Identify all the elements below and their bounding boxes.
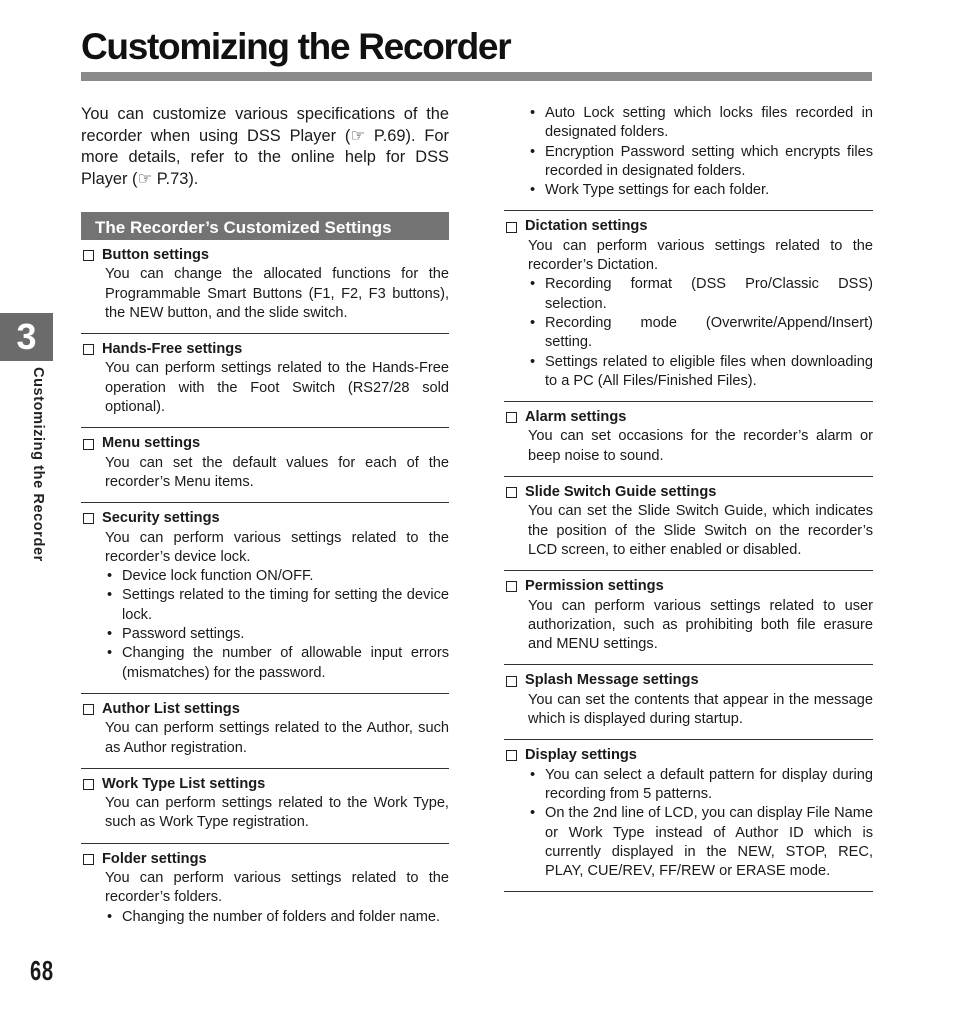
setting-title: Folder settings xyxy=(102,850,207,867)
chapter-tab: 3 xyxy=(0,313,53,361)
checkbox-bullet-icon xyxy=(83,513,94,524)
checkbox-bullet-icon xyxy=(506,487,517,498)
setting-description: You can perform settings related to the Hands-Free operation with the Foot Switch (RS27/28 sold optional). xyxy=(105,360,449,416)
bullet-item: • Work Type settings for each folder. xyxy=(504,181,873,200)
setting-title: Security settings xyxy=(102,510,220,527)
setting-heading xyxy=(504,408,873,427)
page-number: 68 xyxy=(30,955,54,986)
checkbox-bullet-icon xyxy=(506,222,517,233)
setting-title: Permission settings xyxy=(525,578,664,595)
menu-settings-block xyxy=(81,428,449,503)
author-list-settings-block xyxy=(81,694,449,769)
setting-heading xyxy=(81,700,449,719)
setting-heading xyxy=(81,775,449,794)
setting-description: You can perform various settings related to the recorder’s device lock. xyxy=(105,529,449,565)
splash-message-settings-block xyxy=(504,665,873,740)
bullet-item: • Recording mode (Overwrite/Append/Insert) setting. xyxy=(504,314,873,353)
setting-description: You can set the contents that appear in the message which is displayed during startup. xyxy=(528,691,873,728)
checkbox-bullet-icon xyxy=(83,250,94,261)
bullet-item: • On the 2nd line of LCD, you can display File Name or Work Type instead of Author ID which is currently displayed in the NEW, STOP, REC, PLAY, CUE/REV, FF/REW or ERASE mode. xyxy=(504,804,873,881)
setting-heading xyxy=(81,850,449,869)
left-column xyxy=(81,104,449,937)
button-settings-block xyxy=(81,240,449,334)
permission-settings-block xyxy=(504,571,873,665)
bullet-item: • Auto Lock setting which locks files recorded in designated folders. xyxy=(504,104,873,143)
checkbox-bullet-icon xyxy=(506,750,517,761)
setting-title: Hands-Free settings xyxy=(102,341,243,358)
section-header: The Recorder’s Customized Settings xyxy=(81,212,449,240)
page-title: Customizing the Recorder xyxy=(81,26,511,67)
bullet-item: • Changing the number of allowable input errors (mismatches) for the password. xyxy=(81,644,449,683)
slide-switch-guide-settings-block xyxy=(504,477,873,571)
folder-settings-continued xyxy=(504,104,873,211)
setting-title: Slide Switch Guide settings xyxy=(525,484,717,501)
setting-heading xyxy=(81,340,449,359)
setting-heading xyxy=(81,509,449,528)
bullet-item: • Settings related to eligible files when downloading to a PC (All Files/Finished Files). xyxy=(504,353,873,392)
checkbox-bullet-icon xyxy=(83,854,94,865)
checkbox-bullet-icon xyxy=(506,581,517,592)
setting-description: You can perform various settings related to the recorder’s Dictation. xyxy=(528,237,873,274)
left-settings-list xyxy=(81,240,449,937)
setting-description: You can perform various settings related to user authorization, such as prohibiting both file erasure and MENU settings. xyxy=(528,597,873,653)
folder-settings-block xyxy=(81,844,449,937)
setting-description: You can perform settings related to the Author, such as Author registration. xyxy=(105,720,449,756)
checkbox-bullet-icon xyxy=(83,344,94,355)
setting-heading xyxy=(81,246,449,265)
setting-bullets xyxy=(504,766,873,882)
setting-description: You can change the allocated functions for the Programmable Smart Buttons (F1, F2, F3 buttons), the NEW button, and the slide switch. xyxy=(105,266,449,321)
bullet-item: • You can select a default pattern for display during recording from 5 patterns. xyxy=(504,766,873,805)
setting-bullets xyxy=(81,908,449,927)
bullet-item: • Changing the number of folders and folder name. xyxy=(81,908,449,927)
bullet-item: • Settings related to the timing for setting the device lock. xyxy=(81,586,449,625)
setting-heading xyxy=(504,483,873,502)
checkbox-bullet-icon xyxy=(83,704,94,715)
setting-bullets xyxy=(504,275,873,391)
dictation-settings-block xyxy=(504,211,873,402)
display-settings-block xyxy=(504,740,873,892)
intro-paragraph: You can customize various specifications of the recorder when using DSS Player (☞ P.69). For more details, refer to the online help for DSS Player (☞ P.73). xyxy=(81,105,449,188)
setting-description: You can perform settings related to the Work Type, such as Work Type registration. xyxy=(105,795,449,831)
setting-description: You can set occasions for the recorder’s alarm or beep noise to sound. xyxy=(528,428,873,464)
security-settings-block xyxy=(81,503,449,694)
alarm-settings-block xyxy=(504,402,873,477)
setting-heading xyxy=(504,671,873,690)
setting-title: Alarm settings xyxy=(525,409,627,426)
setting-heading xyxy=(504,217,873,236)
checkbox-bullet-icon xyxy=(506,676,517,687)
setting-title: Work Type List settings xyxy=(102,775,266,792)
setting-title: Menu settings xyxy=(102,435,201,452)
hands-free-settings-block xyxy=(81,334,449,428)
folder-settings-bullets xyxy=(504,104,873,200)
setting-description: You can set the Slide Switch Guide, which indicates the position of the Slide Switch on the recorder’s LCD screen, to either enabled or disabled. xyxy=(528,503,873,558)
setting-title: Author List settings xyxy=(102,700,240,717)
checkbox-bullet-icon xyxy=(83,779,94,790)
setting-description: You can perform various settings related to the recorder’s folders. xyxy=(105,870,449,906)
setting-heading xyxy=(81,434,449,453)
right-settings-list xyxy=(504,211,873,892)
checkbox-bullet-icon xyxy=(506,412,517,423)
bullet-item: • Encryption Password setting which encrypts files recorded in designated folders. xyxy=(504,143,873,182)
right-column xyxy=(504,104,873,892)
setting-heading xyxy=(504,577,873,596)
setting-title: Dictation settings xyxy=(525,218,648,235)
bullet-item: • Device lock function ON/OFF. xyxy=(81,567,449,586)
setting-title: Splash Message settings xyxy=(525,672,699,689)
bullet-item: • Recording format (DSS Pro/Classic DSS) selection. xyxy=(504,275,873,314)
checkbox-bullet-icon xyxy=(83,439,94,450)
bullet-item: • Password settings. xyxy=(81,625,449,644)
setting-title: Display settings xyxy=(525,747,637,764)
setting-title: Button settings xyxy=(102,247,210,263)
setting-heading xyxy=(504,746,873,765)
chapter-side-label: Customizing the Recorder xyxy=(30,367,46,562)
setting-description: You can set the default values for each of the recorder’s Menu items. xyxy=(105,454,449,490)
work-type-list-settings-block xyxy=(81,769,449,844)
title-rule xyxy=(81,72,872,81)
setting-bullets xyxy=(81,567,449,683)
